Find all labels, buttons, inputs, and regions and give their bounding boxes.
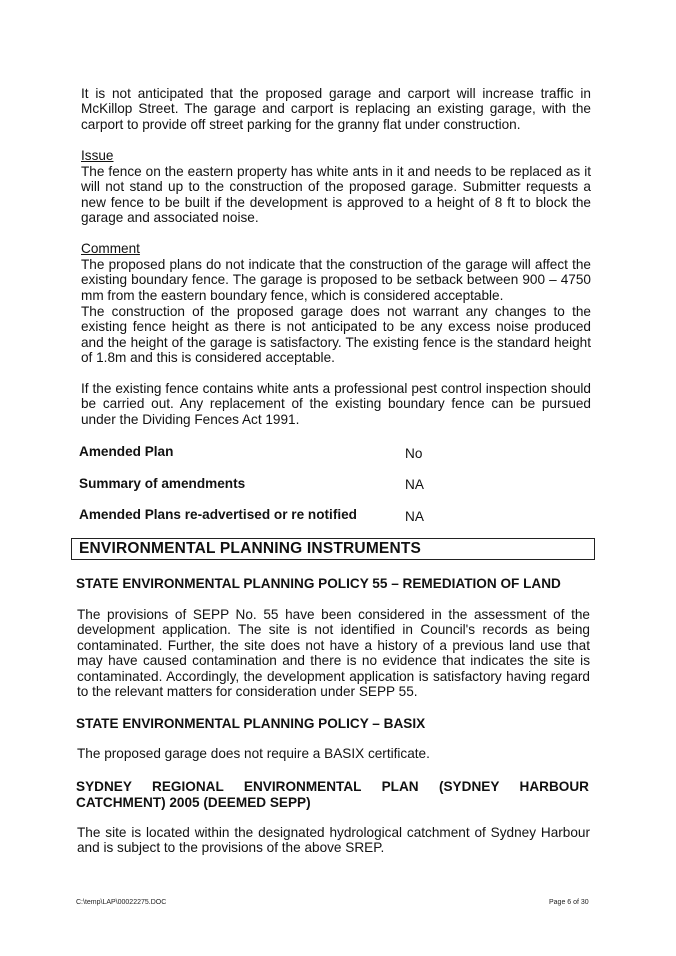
comment-paragraph-1: The proposed plans do not indicate that the construction of the garage will affect the existing boundary fence. The garage is proposed to be setback between 900 – 4750 mm from the eastern boundary fence, which is considered acceptable. [81, 257, 591, 303]
readvertised-label: Amended Plans re-advertised or re notified [79, 507, 357, 522]
issue-paragraph: The fence on the eastern property has white ants in it and needs to be replaced as it will not stand up to the construction of the proposed garage. Submitter requests a new fence to be built if the development is approved to a height of 8 ft to block the garage and associated noise. [81, 164, 591, 226]
comment-heading: Comment [81, 241, 140, 256]
sepp55-paragraph: The provisions of SEPP No. 55 have been considered in the assessment of the development application. The site is not identified in Council's records as being contaminated. Further, the site does not have a history of a previous land use that may have caused contamination and there is no evidence that indicates the site is contaminated. Accordingly, the development application is satisfactory having regard to the relevant matters for consideration under SEPP 55. [77, 607, 590, 700]
srep-paragraph: The site is located within the designated hydrological catchment of Sydney Harbour and is subject to the provisions of the above SREP. [77, 825, 590, 856]
footer-file-path: C:\temp\LAP\00022275.DOC [76, 899, 167, 906]
amended-plan-label: Amended Plan [79, 444, 174, 459]
intro-paragraph: It is not anticipated that the proposed garage and carport will increase traffic in McKillop Street. The garage and carport is replacing an existing garage, with the carport to provide off street parking for the granny flat under construction. [81, 86, 591, 132]
footer-page-number: Page 6 of 30 [549, 899, 589, 906]
section-title-box [71, 538, 595, 560]
issue-heading: Issue [81, 148, 114, 163]
section-title: ENVIRONMENTAL PLANNING INSTRUMENTS [79, 540, 422, 557]
basix-heading: STATE ENVIRONMENTAL PLANNING POLICY – BASIX [76, 716, 426, 731]
comment-paragraph-3: If the existing fence contains white ants a professional pest control inspection should be carried out. Any replacement of the existing boundary fence can be pursued under the Dividing Fences Act 1991. [81, 381, 591, 427]
summary-of-amendments-value: NA [405, 477, 424, 492]
sepp55-heading: STATE ENVIRONMENTAL PLANNING POLICY 55 – REMEDIATION OF LAND [76, 576, 561, 591]
basix-paragraph: The proposed garage does not require a BASIX certificate. [77, 746, 430, 761]
summary-of-amendments-label: Summary of amendments [79, 476, 246, 491]
srep-heading: SYDNEY REGIONAL ENVIRONMENTAL PLAN (SYDNEY HARBOUR CATCHMENT) 2005 (DEEMED SEPP) [76, 779, 589, 810]
readvertised-value: NA [405, 509, 424, 524]
amended-plan-value: No [405, 446, 423, 461]
comment-paragraph-2: The construction of the proposed garage does not warrant any changes to the existing fence height as there is not anticipated to be any excess noise produced and the height of the garage is satisfactory. The existing fence is the standard height of 1.8m and this is considered acceptable. [81, 304, 591, 366]
